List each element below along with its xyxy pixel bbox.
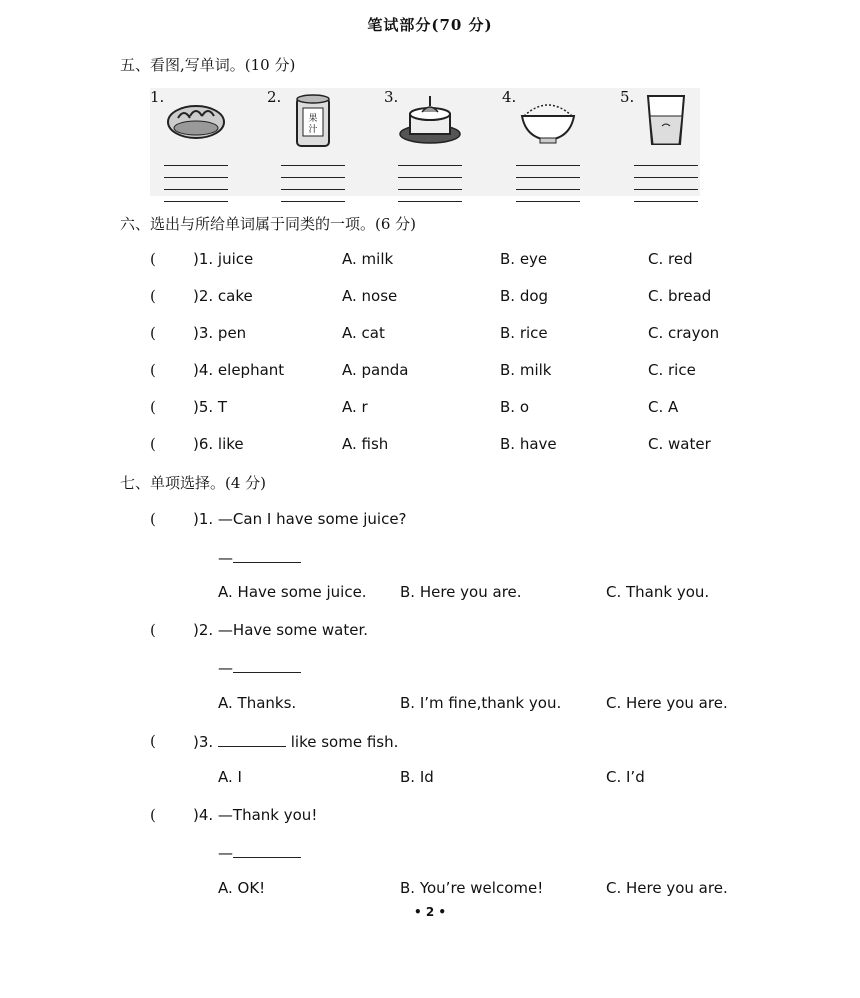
cake-icon xyxy=(398,92,462,148)
option-c: C. rice xyxy=(648,361,696,379)
option-b: B. o xyxy=(500,398,530,416)
question-word: )1. juice xyxy=(193,250,254,268)
option-a: A. Have some juice. xyxy=(218,583,367,601)
question-1: )1. —Can I have some juice? xyxy=(193,510,407,528)
picture-number: 2. xyxy=(267,88,282,106)
answer-lines[interactable] xyxy=(398,154,462,202)
option-b: B. have xyxy=(500,435,557,453)
option-a: A. OK! xyxy=(218,879,266,897)
option-c: C. red xyxy=(648,250,693,268)
option-c: C. water xyxy=(648,435,711,453)
picture-strip xyxy=(150,88,700,196)
answer-bracket[interactable]: ( xyxy=(150,806,156,824)
picture-number: 4. xyxy=(502,88,517,106)
option-a: A. panda xyxy=(342,361,409,379)
answer-blank[interactable] xyxy=(233,658,301,673)
answer-bracket[interactable]: ( xyxy=(150,398,156,416)
question-word: )4. elephant xyxy=(193,361,285,379)
juice-can-icon xyxy=(281,92,345,150)
answer-bracket[interactable]: ( xyxy=(150,621,156,639)
answer-bracket[interactable]: ( xyxy=(150,361,156,379)
answer-blank[interactable] xyxy=(233,548,301,563)
page-title: 笔试部分(70 分) xyxy=(367,16,493,34)
question-2: )2. —Have some water. xyxy=(193,621,369,639)
answer-lines[interactable] xyxy=(516,154,580,202)
section-5-heading: 五、看图,写单词。(10 分) xyxy=(120,56,296,74)
question-word: )2. cake xyxy=(193,287,253,305)
answer-lines[interactable] xyxy=(281,154,345,202)
question-word: )3. pen xyxy=(193,324,247,342)
picture-number: 5. xyxy=(620,88,635,106)
answer-bracket[interactable]: ( xyxy=(150,324,156,342)
picture-number: 1. xyxy=(150,88,165,106)
answer-bracket[interactable]: ( xyxy=(150,732,156,750)
option-a: A. fish xyxy=(342,435,389,453)
answer-bracket[interactable]: ( xyxy=(150,250,156,268)
option-a: A. I xyxy=(218,768,242,786)
section-6-heading: 六、选出与所给单词属于同类的一项。(6 分) xyxy=(120,215,417,233)
option-c: C. Thank you. xyxy=(606,583,710,601)
option-c: C. bread xyxy=(648,287,712,305)
option-a: A. Thanks. xyxy=(218,694,297,712)
answer-blank[interactable] xyxy=(218,732,286,747)
answer-bracket[interactable]: ( xyxy=(150,287,156,305)
option-b: B. eye xyxy=(500,250,548,268)
bread-icon xyxy=(164,92,228,148)
rice-bowl-icon xyxy=(516,92,580,148)
question-word: )5. T xyxy=(193,398,228,416)
option-a: A. cat xyxy=(342,324,385,342)
answer-lines[interactable] xyxy=(164,154,228,202)
picture-item-4 xyxy=(502,88,612,196)
option-b: B. dog xyxy=(500,287,549,305)
water-glass-icon xyxy=(634,92,698,150)
answer-bracket[interactable]: ( xyxy=(150,510,156,528)
option-c: C. I’d xyxy=(606,768,645,786)
option-b: B. rice xyxy=(500,324,548,342)
answer-lines[interactable] xyxy=(634,154,698,202)
question-4: )4. —Thank you! xyxy=(193,806,318,824)
picture-item-3 xyxy=(384,88,494,196)
page-number: • 2 • xyxy=(413,905,447,919)
option-c: C. A xyxy=(648,398,679,416)
option-b: B. Id xyxy=(400,768,434,786)
option-b: B. I’m fine,thank you. xyxy=(400,694,562,712)
question-word: )6. like xyxy=(193,435,244,453)
option-b: B. milk xyxy=(500,361,552,379)
picture-item-5 xyxy=(620,88,730,196)
question-3: )3. like some fish. xyxy=(193,733,399,751)
option-c: C. Here you are. xyxy=(606,694,728,712)
option-c: C. crayon xyxy=(648,324,720,342)
option-a: A. nose xyxy=(342,287,398,305)
response-dash: — xyxy=(218,843,301,862)
svg-text:果: 果 xyxy=(308,114,318,124)
option-a: A. r xyxy=(342,398,368,416)
option-b: B. Here you are. xyxy=(400,583,522,601)
response-dash: — xyxy=(218,548,301,567)
option-c: C. Here you are. xyxy=(606,879,728,897)
response-dash: — xyxy=(218,658,301,677)
answer-bracket[interactable]: ( xyxy=(150,435,156,453)
section-7-heading: 七、单项选择。(4 分) xyxy=(120,474,267,492)
picture-item-2 xyxy=(267,88,377,196)
option-a: A. milk xyxy=(342,250,394,268)
answer-blank[interactable] xyxy=(233,843,301,858)
picture-number: 3. xyxy=(384,88,399,106)
svg-text:汁: 汁 xyxy=(308,125,318,135)
option-b: B. You’re welcome! xyxy=(400,879,544,897)
picture-item-1 xyxy=(150,88,260,196)
